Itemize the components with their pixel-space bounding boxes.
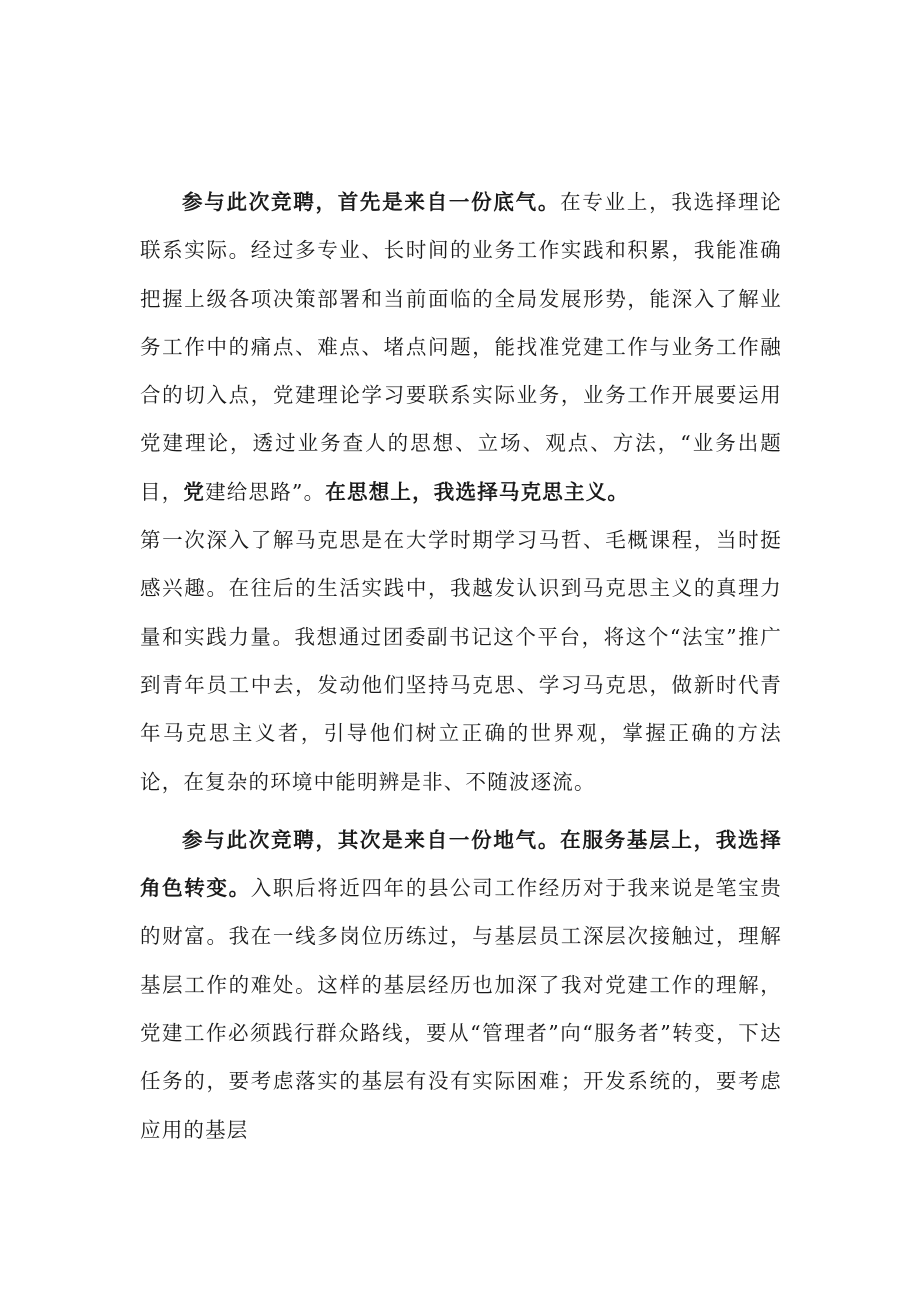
paragraph-1-lead: 参与此次竞聘，首先是来自一份底气。 <box>182 190 561 214</box>
paragraph-3-lead: 参与此次竞聘，其次是来自一份地气。在服务基层上，我选择角色转变。 <box>140 827 782 901</box>
paragraph-2 <box>140 516 782 806</box>
paragraph-1-body-2: 建给思路”。 <box>205 479 326 504</box>
paragraph-3 <box>140 816 782 1154</box>
paragraph-1 <box>140 178 782 516</box>
paragraph-2-body: 第一次深入了解马克思是在大学时期学习马哲、毛概课程，当时挺感兴趣。在往后的生活实践中，我越发认识到马克思主义的真理力量和实践力量。我想通过团委副书记这个平台，将这个“法宝”推广到青年员工中去，发动他们坚持马克思、学习马克思，做新时代青年马克思主义者，引导他们树立正确的世界观，掌握正确的方法论，在复杂的环境中能明辨是非、不随波逐流。 <box>140 528 782 794</box>
paragraph-1-mid-bold: 党 <box>183 479 206 504</box>
paragraph-3-body: 入职后将近四年的县公司工作经历对于我来说是笔宝贵的财富。我在一线多岗位历练过，与基层员工深层次接触过，理解基层工作的难处。这样的基层经历也加深了我对党建工作的理解，党建工作必须践行群众路线，要从“管理者”向“服务者”转变，下达任务的，要考虑落实的基层有没有实际困难；开发系统的，要考虑应用的基层 <box>140 876 782 1142</box>
paragraph-1-tail: 在思想上，我选择马克思主义。 <box>325 479 630 504</box>
document-body <box>140 178 782 1154</box>
paragraph-1-body: 在专业上，我选择理论联系实际。经过多专业、长时间的业务工作实践和积累，我能准确把握上级各项决策部署和当前面临的全局发展形势，能深入了解业务工作中的痛点、难点、堵点问题，能找准党建工作与业务工作融合的切入点，党建理论学习要联系实际业务，业务工作开展要运用党建理论，透过业务查人的思想、立场、观点、方法，“业务出题目， <box>140 190 783 504</box>
